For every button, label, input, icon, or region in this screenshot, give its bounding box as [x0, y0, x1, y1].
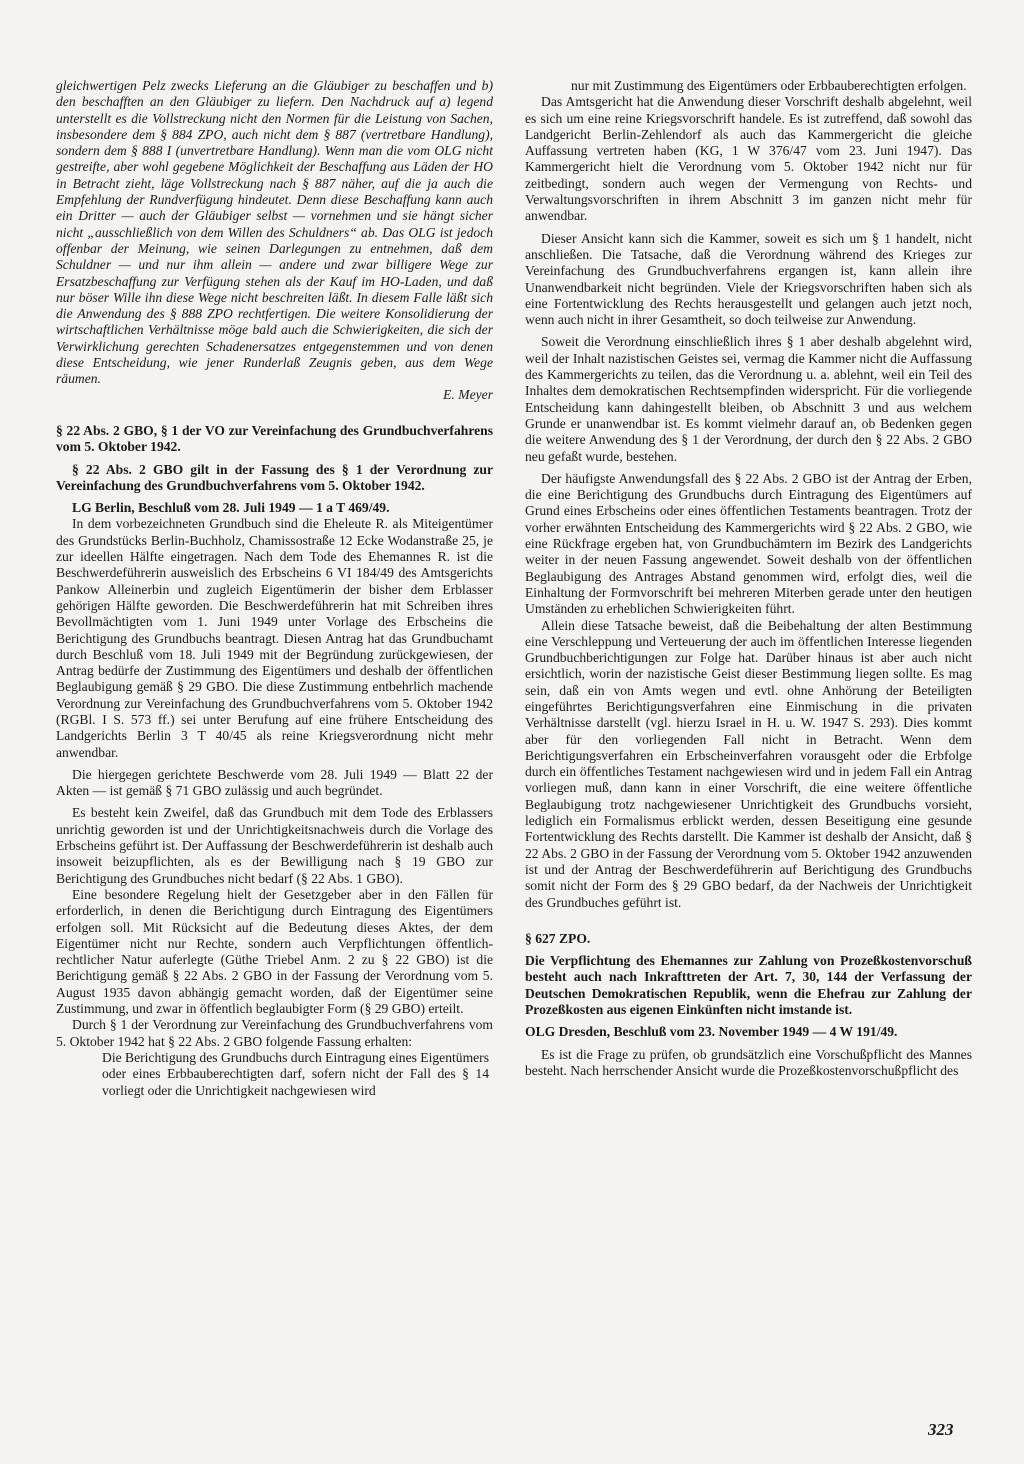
court-reference: LG Berlin, Beschluß vom 28. Juli 1949 — 1 a T 469/49. [72, 500, 390, 516]
decision-norms-heading: § 22 Abs. 2 GBO, § 1 der VO zur Vereinfachung des Grundbuchverfahrens vom 5. Oktober 1942. [56, 422, 493, 455]
page-number: 323 [928, 1420, 954, 1439]
body-paragraph: Der häufigste Anwendungsfall des § 22 Abs. 2 GBO ist der Antrag der Erben, die eine Berichtigung des Grundbuchs durch Eintragung des Eigentümers auf Grund eines Erbscheins oder eines öffentlichen Testaments beantragen. Trotz der vorher erwähnten Entscheidung des Kammergerichts wird § 22 Abs. 2 GBO, wie eine Rückfrage ergeben hat, von Grundbuchämtern im Bezirk des Landgerichts weiter in der neuen Fassung angewendet. Soweit deshalb von der öffentlichen Beglaubigung des Antrages Abstand genommen wird, erfolgt dies, weil die Einhaltung der Formvorschrift bei mehreren Miterben gerade unter den heutigen Umständen zu erheblichen Schwierigkeiten führt. [525, 470, 972, 617]
quoted-provision-continued: nur mit Zustimmung des Eigentümers oder Erbbauberechtigten erfolgen. [571, 78, 967, 93]
left-column [56, 78, 493, 1099]
body-paragraph: Es ist die Frage zu prüfen, ob grundsätzlich eine Vorschußpflicht des Mannes besteht. Nach herrschender Ansicht wurde die Prozeßkostenvorschußpflicht des [525, 1046, 972, 1078]
body-paragraph: In dem vorbezeichneten Grundbuch sind die Eheleute R. als Miteigentümer des Grundstücks Berlin-Buchholz, Chamissostraße 12 Ecke Wodanstraße 25, je zur ideellen Hälfte eingetragen. Nach dem Tode des Ehemannes R. ist die Beschwerdeführerin ausweislich des Erbscheins 6 VI 184/49 des Amtsgerichts Pankow Alleinerbin und zugleich Eigentümerin der bisher dem Erblasser gehörigen Hälfte geworden. Die Beschwerdeführerin hat mit Schreiben ihres Bevollmächtigten vom 1. Juni 1949 unter Vorlage des Erbscheins die Berichtigung des Grundbuchs beantragt. Diesen Antrag hat das Grundbuchamt durch Beschluß vom 18. Juli 1949 mit der Begründung zurückgewiesen, der Antrag bedürfe der Zustimmung des Eigentümers und deshalb der öffentlichen Beglaubigung gemäß § 29 GBO. Die diese Zustimmung entbehrlich machende Verordnung zur Vereinfachung des Grundbuchverfahrens vom 5. Oktober 1942 (RGBl. I S. 573 ff.) sei unter Berufung auf eine frühere Entscheidung des Landgerichts Berlin 3 T 40/45 als reine Kriegsverordnung nicht mehr anwendbar. [56, 516, 493, 760]
body-paragraph: Die hiergegen gerichtete Beschwerde vom 28. Juli 1949 — Blatt 22 der Akten — ist gemäß § 71 GBO zulässig und auch begründet. [56, 766, 493, 799]
annotation-paragraph: gleichwertigen Pelz zwecks Lieferung an die Gläubiger zu beschaffen und b) den beschafften an den Gläubiger zu liefern. Den Nachdruck auf a) legend unterstellt es die Vollstreckung nicht den Normen für die Leistung von Sachen, insbesondere dem § 884 ZPO, auch nicht dem § 887 (vertretbare Handlung), sondern dem § 888 I (unvertretbare Handlung). Wenn man die vom OLG nicht gestreifte, aber wohl gegebene Möglichkeit der Beschaffung aus Läden der HO in Betracht zieht, läge Vollstreckung nach § 887 näher, auf die ja auch die Empfehlung der Rundverfügung hindeutet. Denn diese Beschaffung kann auch ein Dritter — auch der Gläubiger selbst — vornehmen und sie hängt sicher nicht „ausschließlich von dem Willen des Schuldners“ ab. Das OLG ist jedoch offenbar der Meinung, wie seinen Darlegungen zu entnehmen, daß dem Schuldner — und nur ihm allein — andere und zwar billigere Wege zur Ersatzbeschaffung zur Verfügung stehen als der Kauf im HO-Laden, und daß nur böser Wille ihn diese Wege nicht beschreiten läßt. In diesem Falle läßt sich die Anwendung des § 888 ZPO rechtfertigen. Die weitere Konsolidierung der wirtschaftlichen Verhältnisse möge bald auch die Schwierigkeiten, die sich der Verwirklichung gerechten Schadenersatzes entgegenstemmen und von denen diese Entscheidung, wie jener Runderlaß Zeugnis geben, aus dem Wege räumen. [56, 78, 493, 387]
quoted-provision: Die Berichtigung des Grundbuchs durch Eintragung eines Eigentümers oder eines Erbbauberechtigten darf, sofern nicht der Fall des § 14 vorliegt oder die Unrichtigkeit nachgewiesen wird [102, 1049, 489, 1098]
body-paragraph: Dieser Ansicht kann sich die Kammer, soweit es sich um § 1 handelt, nicht anschließen. Die Tatsache, daß die Verordnung während des Krieges zur Vereinfachung des Grundbuchverfahrens ergangen ist, kann allein ihre Unanwendbarkeit nicht begründen. Viele der Kriegsvorschriften haben sich als eine Fortentwicklung des Rechts herausgestellt und gelangen auch jetzt noch, wenn auch nicht in ihrer Gesamtheit, so doch teilweise zur Anwendung. [525, 230, 972, 328]
body-paragraph: Eine besondere Regelung hielt der Gesetzgeber aber in den Fällen für erforderlich, in denen die Berichtigung durch Eintragung des Eigentümers erfolgen soll. Mit Rücksicht auf die Bedeutung dieses Aktes, der dem Eigentümer nicht nur Rechte, sondern auch Verpflichtungen öffentlich-rechtlicher Natur auferlegte (Güthe Triebel Anm. 2 zu § 22 GBO) ist die Berichtigung gemäß § 22 Abs. 2 GBO in der Fassung der Verordnung vom 5. August 1935 davon abhängig gemacht worden, daß der Eigentümer seine Zustimmung, und zwar in öffentlich beglaubigter Form (§ 29 GBO) erteilt. [56, 886, 493, 1017]
court-reference: OLG Dresden, Beschluß vom 23. November 1949 — 4 W 191/49. [525, 1024, 898, 1040]
body-paragraph: Es besteht kein Zweifel, daß das Grundbuch mit dem Tode des Erblassers unrichtig geworden ist und der Unrichtigkeitsnachweis durch die Vorlage des Erbscheins geführt ist. Der Auffassung der Beschwerdeführerin ist deshalb auch insoweit beizupflichten, als es der Bewilligung nach § 19 GBO zur Berichtigung des Grundbuches nicht bedarf (§ 22 Abs. 1 GBO). [56, 805, 493, 886]
body-paragraph: Durch § 1 der Verordnung zur Vereinfachung des Grundbuchverfahrens vom 5. Oktober 1942 hat § 22 Abs. 2 GBO folgende Fassung erhalten: [56, 1017, 493, 1049]
right-column [525, 78, 972, 1079]
decision-norms-heading: § 627 ZPO. [525, 930, 591, 946]
body-paragraph: Das Amtsgericht hat die Anwendung dieser Vorschrift deshalb abgelehnt, weil es sich um eine reine Kriegsvorschrift handele. Es ist zutreffend, daß sowohl das Landgericht Berlin-Zehlendorf als auch das Kammergericht die gleiche Auffassung vertreten haben (KG, 1 W 376/47 vom 23. Juni 1947). Das Kammergericht hielt die Verordnung vom 5. Oktober 1942 nicht nur für zeitbedingt, sondern auch wegen der Vermengung von Rechts- und Verwaltungsvorschriften in ihrem Abschnitt 3 im ganzen nicht mehr für anwendbar. [525, 94, 972, 224]
body-paragraph: Allein diese Tatsache beweist, daß die Beibehaltung der alten Bestimmung eine Verschleppung und Verteuerung der auch im öffentlichen Interesse liegenden Grundbuchberichtigungen zur Folge hat. Darüber hinaus ist aber auch nicht ersichtlich, worin der nazistische Geist dieser Bestimmung liegen sollte. Es mag sein, daß ein von Amts wegen und evtl. ohne Anhörung der Beteiligten eingeführtes Berichtigungsverfahren eine Einmischung in die privaten Verhältnisse darstellt (vgl. hierzu Israel in H. u. W. 1947 S. 293). Dies kommt aber für den vorliegenden Fall nicht in Betracht. Wenn dem Berichtigungsverfahren ein Erbscheinverfahren vorausgeht oder die Erbfolge durch ein öffentliches Testament nachgewiesen wird und in jedem Fall ein Antrag vorliegen muß, dann kann in einer Vorschrift, die eine weitere öffentliche Beglaubigung trotz nachgewiesener Unrichtigkeit des Grundbuchs vorsieht, lediglich ein Formalismus erblickt werden, dessen Beseitigung eine gesunde Fortentwicklung des Rechts darstellt. Die Kammer ist deshalb der Ansicht, daß § 22 Abs. 2 GBO in der Fassung der Verordnung vom 5. Oktober 1942 anzuwenden ist und der Antrag der Beschwerdeführerin auf Berichtigung des Grundbuchs somit nicht der Form des § 29 GBO bedarf, da der Nachweis der Unrichtigkeit des Grundbuches geführt ist. [525, 617, 972, 910]
decision-summary-heading: § 22 Abs. 2 GBO gilt in der Fassung des § 1 der Verordnung zur Vereinfachung des Grundbuchverfahrens vom 5. Oktober 1942. [56, 461, 493, 493]
decision-summary-heading: Die Verpflichtung des Ehemannes zur Zahlung von Prozeßkostenvorschuß besteht auch nach Inkrafttreten der Art. 7, 30, 144 der Verfassung der Deutschen Demokratischen Republik, wenn die Ehefrau zur Zahlung der Prozeßkosten aus eigenen Einkünften nicht imstande ist. [525, 953, 972, 1018]
body-paragraph: Soweit die Verordnung einschließlich ihres § 1 aber deshalb abgelehnt wird, weil der Inhalt nazistischen Geistes sei, vermag die Kammer nicht die Auffassung des Kammergerichts zu teilen, das die Verordnung u. a. ablehnt, weil ein Teil des Inhaltes dem demokratischen Rechtsempfinden widerspricht. Für die vorliegende Entscheidung kann dahingestellt bleiben, ob Abschnitt 3 und aus welchem Grunde er unanwendbar ist. Es kommt vielmehr darauf an, ob Bedenken gegen die weitere Anwendung des § 1 der Verordnung, der durch den § 22 Abs. 2 GBO neu gefaßt wurde, bestehen. [525, 334, 972, 464]
author-signature: E. Meyer [443, 386, 493, 402]
